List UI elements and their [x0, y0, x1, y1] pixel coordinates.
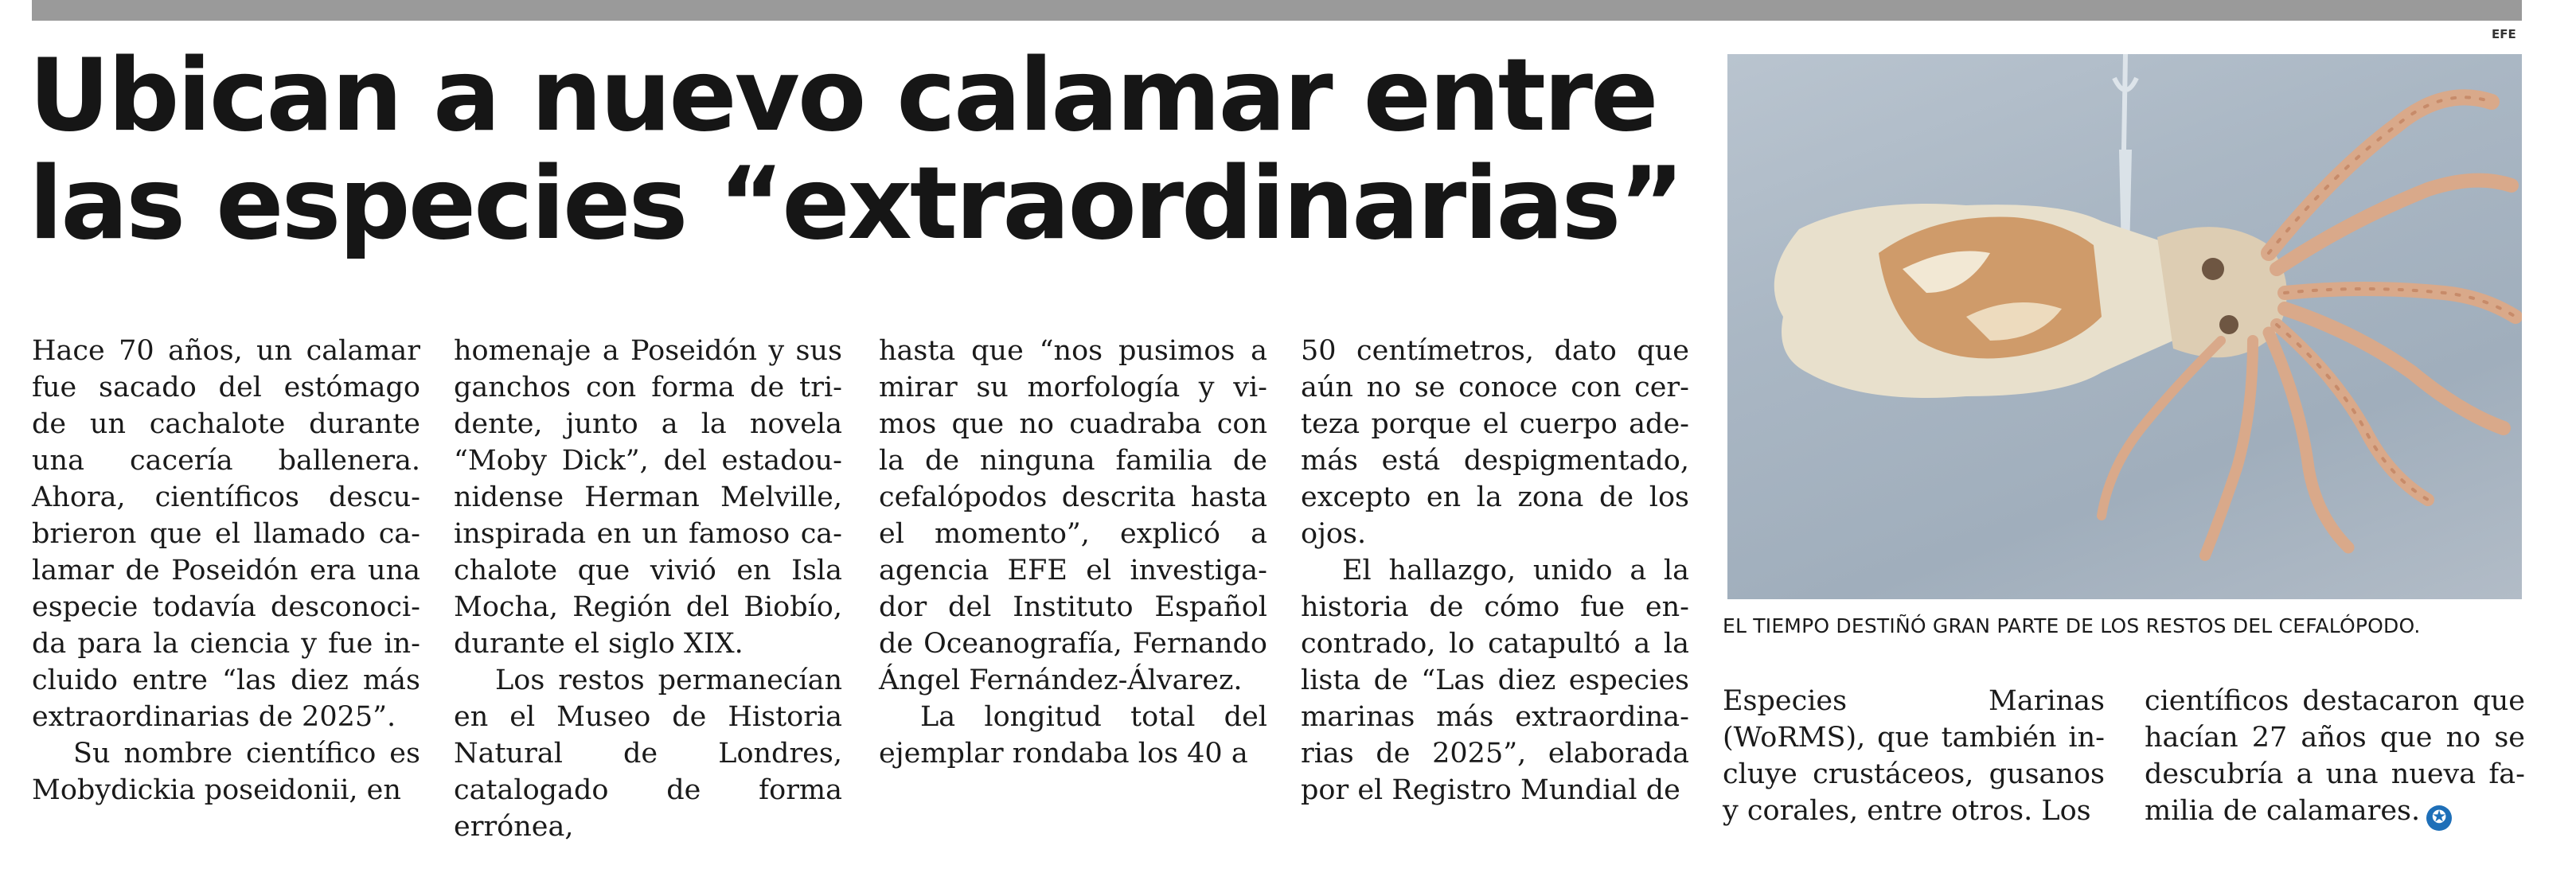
article-column-1: [32, 333, 420, 809]
end-of-article-star-icon: ✪: [2426, 805, 2452, 831]
paragraph: Los restos permanecían en el Museo de Historia Natural de Londres, catalogado de forma errónea,: [454, 664, 842, 843]
paragraph: Especies Marinas (WoRMS), que también incluye crustáceos, gusanos y corales, entre otros. Los: [1723, 685, 2105, 827]
headline: Ubican a nuevo calamar entre las especies “extraordinarias”: [29, 37, 1683, 262]
paragraph: homenaje a Poseidón y sus ganchos con forma de tridente, junto a la novela “Moby Dick”, del estadounidense Herman Melville, inspirada en un famoso cachalote que vivió en Isla Mocha, Región del Biobío, durante el siglo XIX.: [454, 335, 842, 660]
photo-credit: EFE: [2492, 27, 2516, 41]
article-column-6: [2145, 683, 2525, 831]
article-column-2: [454, 333, 842, 845]
squid-photo: [1727, 54, 2522, 599]
squid-illustration: [1727, 54, 2522, 599]
paragraph: hasta que “nos pusimos a mirar su morfología y vimos que no cuadraba con la de ninguna familia de cefalópodos descrita hasta el momento”, explicó a agencia EFE el investigador del Instituto Español de Oceanografía, Fernando Ángel Fernández-Álvarez.: [879, 335, 1267, 696]
top-rule: [32, 0, 2522, 21]
paragraph: Su nombre científico es Mobydickia poseidonii, en: [32, 738, 420, 806]
article-column-3: [879, 333, 1267, 772]
paragraph: El hallazgo, unido a la historia de cómo fue encontrado, lo catapultó a la lista de “Las diez especies marinas más extraordinarias de 2025”, elaborada por el Registro Mundial de: [1301, 555, 1689, 806]
paragraph: La longitud total del ejemplar rondaba los 40 a: [879, 701, 1267, 770]
paragraph-text: científicos destacaron que hacían 27 años que no se descubría a una nueva familia de calamares.: [2145, 685, 2525, 827]
article-column-5: [1723, 683, 2105, 829]
paragraph: 50 centímetros, dato que aún no se conoce con certeza porque el cuerpo además está despigmentado, excepto en la zona de los ojos.: [1301, 335, 1689, 550]
photo-caption: EL TIEMPO DESTIÑÓ GRAN PARTE DE LOS RESTOS DEL CEFALÓPODO.: [1723, 614, 2421, 637]
article-column-4: [1301, 333, 1689, 809]
paragraph: Hace 70 años, un calamar fue sacado del estómago de un cachalote durante una cacería ballenera. Ahora, científicos descubrieron que el llamado calamar de Poseidón era una especie todavía desconocida para la ciencia y fue incluido entre “las diez más extraordinarias de 2025”.: [32, 335, 420, 733]
paragraph: [2145, 683, 2525, 831]
